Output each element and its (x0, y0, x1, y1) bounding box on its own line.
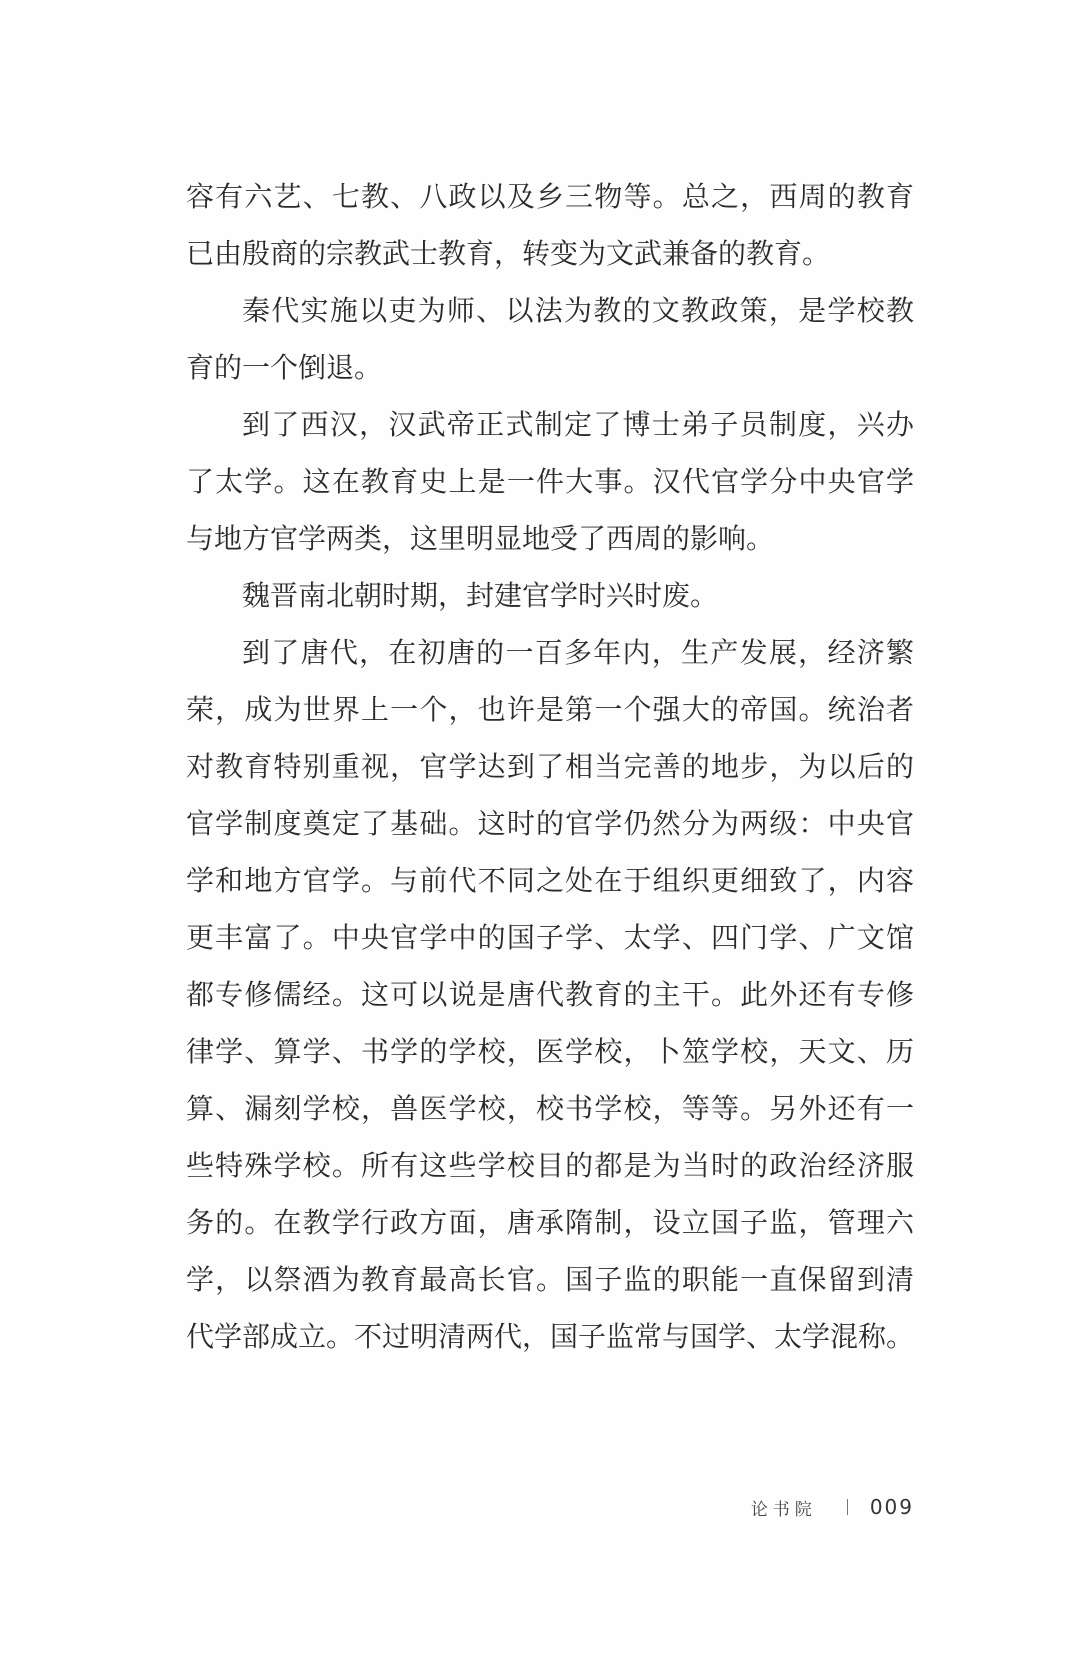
text-line: 律学、算学、书学的学校，医学校，卜筮学校，天文、历 (186, 1035, 914, 1068)
footer-divider (847, 1499, 848, 1515)
text-line: 了太学。这在教育史上是一件大事。汉代官学分中央官学 (186, 465, 914, 498)
text-line: 都专修儒经。这可以说是唐代教育的主干。此外还有专修 (186, 978, 914, 1011)
text-line: 魏晋南北朝时期，封建官学时兴时废。 (242, 579, 719, 612)
page-number: 009 (869, 1495, 914, 1519)
text-line: 务的。在教学行政方面，唐承隋制，设立国子监，管理六 (186, 1206, 914, 1239)
body-text (186, 168, 914, 1365)
page-footer (700, 1493, 914, 1521)
text-line: 对教育特别重视，官学达到了相当完善的地步，为以后的 (186, 750, 914, 783)
text-line: 更丰富了。中央官学中的国子学、太学、四门学、广文馆 (186, 921, 914, 954)
text-line: 学和地方官学。与前代不同之处在于组织更细致了，内容 (186, 864, 914, 897)
text-line: 育的一个倒退。 (186, 351, 383, 384)
text-line: 到了唐代，在初唐的一百多年内，生产发展，经济繁 (242, 636, 914, 669)
text-line: 到了西汉，汉武帝正式制定了博士弟子员制度，兴办 (242, 408, 914, 441)
text-line: 算、漏刻学校，兽医学校，校书学校，等等。另外还有一 (186, 1092, 914, 1125)
text-line: 学，以祭酒为教育最高长官。国子监的职能一直保留到清 (186, 1263, 914, 1296)
text-line: 已由殷商的宗教武士教育，转变为文武兼备的教育。 (186, 237, 831, 270)
text-line: 荣，成为世界上一个，也许是第一个强大的帝国。统治者 (186, 693, 914, 726)
text-line: 些特殊学校。所有这些学校目的都是为当时的政治经济服 (186, 1149, 914, 1182)
text-line: 官学制度奠定了基础。这时的官学仍然分为两级：中央官 (186, 807, 914, 840)
running-footer-title: 论书院 (750, 1499, 817, 1520)
text-line: 容有六艺、七教、八政以及乡三物等。总之，西周的教育 (186, 180, 914, 213)
text-line: 代学部成立。不过明清两代，国子监常与国学、太学混称。 (186, 1320, 915, 1353)
text-line: 秦代实施以吏为师、以法为教的文教政策，是学校教 (242, 294, 914, 327)
text-line: 与地方官学两类，这里明显地受了西周的影响。 (186, 522, 775, 555)
